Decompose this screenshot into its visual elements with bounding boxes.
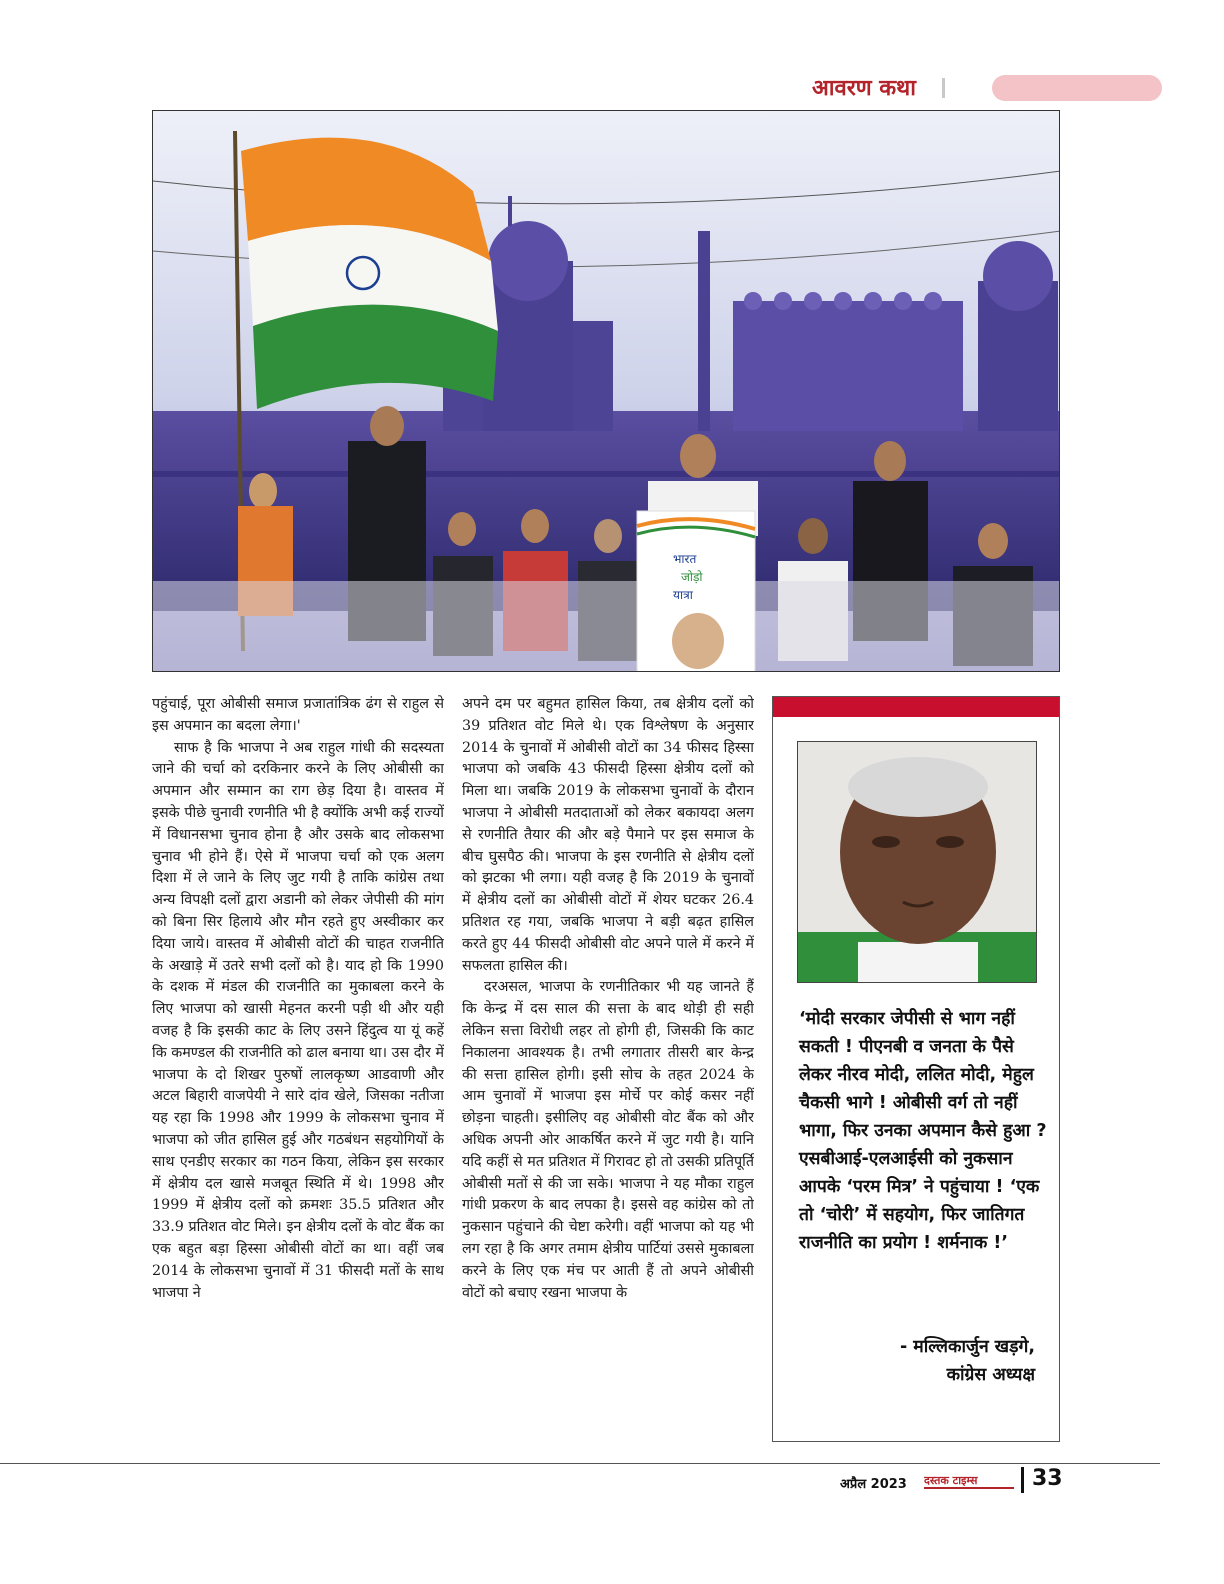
attribution-title: कांग्रेस अध्यक्ष bbox=[946, 1365, 1035, 1385]
quote-header-bar bbox=[773, 697, 1059, 717]
speaker-portrait bbox=[797, 741, 1037, 983]
article-column-2 bbox=[462, 694, 754, 1448]
podium-text-3: यात्रा bbox=[673, 588, 693, 602]
attribution-name: - मल्लिकार्जुन खड़गे, bbox=[899, 1337, 1035, 1357]
article-column-1 bbox=[152, 694, 444, 1448]
portrait-illustration bbox=[798, 742, 1037, 983]
issue-date: अप्रैल 2023 bbox=[840, 1477, 907, 1492]
section-pill-decoration bbox=[992, 75, 1162, 101]
quote-sidebar bbox=[772, 696, 1060, 1442]
section-label: आवरण कथा bbox=[812, 76, 916, 101]
rally-photo bbox=[152, 110, 1060, 672]
podium-text-1: भारत bbox=[673, 552, 697, 566]
column1-paragraph-2: साफ है कि भाजपा ने अब राहुल गांधी की सदस्यता जाने की चर्चा को दरकिनार करने के लिए ओबीसी का अपमान और सम्मान का राग छेड़ दिया है। वास्तव में इसके पीछे चुनावी रणनीति भी है क्योंकि अभी कई राज्यों में विधानसभा चुनाव होना है और उसके बाद लोकसभा चुनाव भी होने हैं। ऐसे में भाजपा चर्चा को एक अलग दिशा में ले जाने के लिए जुट गयी है ताकि कांग्रेस तथा अन्य विपक्षी दलों द्वारा अडानी को लेकर जेपीसी की मांग को बिना सिर हिलाये और मौन रहते हुए अस्वीकार कर दिया जाये। वास्तव में ओबीसी वोटों की चाहत राजनीति के अखाड़े में उतरे सभी दलों को है। याद हो कि 1990 के दशक में मंडल की राजनीति का मुकाबला करने के लिए भाजपा को खासी मेहनत करनी पड़ी थी और यही वजह है कि इसकी काट के लिए उसने हिंदुत्व या यूं कहें कि कमण्डल की राजनीति को ढाल बनाया था। उस दौर में भाजपा के दो शिखर पुरुषों लालकृष्ण आडवाणी और अटल बिहारी वाजपेयी ने सारे दांव खेले, जिसका नतीजा यह रहा कि 1998 और 1999 के लोकसभा चुनाव में भाजपा को जीत हासिल हुई और गठबंधन सहयोगियों के साथ एनडीए सरकार का गठन किया, लेकिन इस सरकार में क्षेत्रीय दल खासे मजबूत स्थिति में थे। 1998 और 1999 में क्षेत्रीय दलों को क्रमशः 35.5 प्रतिशत और 33.9 प्रतिशत वोट मिले। इन क्षेत्रीय दलों के वोट बैंक का एक बहुत बड़ा हिस्सा ओबीसी वोटों का था। वहीं जब 2014 के लोकसभा चुनावों में 31 फीसदी मतों के साथ भाजपा ने bbox=[152, 739, 444, 1301]
footer-separator bbox=[1021, 1467, 1024, 1493]
column1-paragraph-1: पहुंचाई, पूरा ओबीसी समाज प्रजातांत्रिक ढंग से राहुल से इस अपमान का बदला लेगा।' bbox=[152, 696, 444, 734]
podium-text-2: जोड़ो bbox=[681, 570, 703, 584]
column2-paragraph-2: दरअसल, भाजपा के रणनीतिकार भी यह जानते हैं कि केन्द्र में दस साल की सत्ता के बाद थोड़ी ही सही लेकिन सत्ता विरोधी लहर तो होगी ही, जिसकी कि काट निकालना आवश्यक है। तभी लगातार तीसरी बार केन्द्र की सत्ता हासिल होगी। इसी सोच के तहत 2024 के आम चुनावों में भाजपा इस मोर्चे पर कोई कसर नहीं छोड़ना चाहती। इसीलिए वह ओबीसी वोट बैंक को और अधिक अपनी ओर आकर्षित करने में जुट गयी है। यानि यदि कहीं से मत प्रतिशत में गिरावट हो तो उसकी प्रतिपूर्ति ओबीसी मतों से की जा सके। भाजपा ने यह मौका राहुल गांधी प्रकरण के बाद लपका है। इससे वह कांग्रेस को तो नुकसान पहुंचाने की चेष्टा करेगी। वहीं भाजपा को यह भी लग रहा है कि अगर तमाम क्षेत्रीय पार्टियां उससे मुकाबला करने के लिए एक मंच पर आती हैं तो अपने ओबीसी वोटों को बचाए रखना भाजपा के bbox=[462, 979, 754, 1301]
magazine-brand: दस्तक टाइम्स bbox=[924, 1473, 1014, 1489]
podium bbox=[637, 511, 755, 672]
page-number: 33 bbox=[1032, 1466, 1063, 1491]
footer-rule bbox=[0, 1463, 1160, 1464]
rally-illustration bbox=[153, 111, 1060, 672]
section-divider bbox=[942, 78, 945, 98]
column2-paragraph-1: अपने दम पर बहुमत हासिल किया, तब क्षेत्रीय दलों को 39 प्रतिशत वोट मिले थे। एक विश्लेषण के अनुसार 2014 के चुनावों में ओबीसी वोटों का 34 फीसद हिस्सा भाजपा को जबकि 43 फीसदी हिस्सा क्षेत्रीय दलों को मिला था। जबकि 2019 के लोकसभा चुनावों के दौरान भाजपा ने ओबीसी मतदाताओं को लेकर बकायदा अलग से रणनीति तैयार की और बड़े पैमाने पर इस समाज के बीच घुसपैठ की। भाजपा के इस रणनीति से क्षेत्रीय दलों को झटका भी लगा। यही वजह है कि 2019 के चुनावों में क्षेत्रीय दलों का ओबीसी वोटों में शेयर घटकर 26.4 प्रतिशत रह गया, जबकि भाजपा ने बड़ी बढ़त हासिल करते हुए 44 फीसदी ओबीसी वोट अपने पाले में करने में सफलता हासिल की। bbox=[462, 696, 754, 974]
quote-attribution bbox=[795, 1333, 1035, 1389]
quote-text: ‘मोदी सरकार जेपीसी से भाग नहीं सकती ! पीएनबी व जनता के पैसे लेकर नीरव मोदी, ललित मोदी, मेहुल चैकसी भागे ! ओबीसी वर्ग तो नहीं भागा, फिर उनका अपमान कैसे हुआ ? एसबीआई-एलआईसी को नुकसान आपके ‘परम मित्र’ ने पहुंचाया ! ‘एक तो ‘चोरी’ में सहयोग, फिर जातिगत राजनीति का प्रयोग ! शर्मनाक !’ bbox=[799, 1009, 1047, 1253]
